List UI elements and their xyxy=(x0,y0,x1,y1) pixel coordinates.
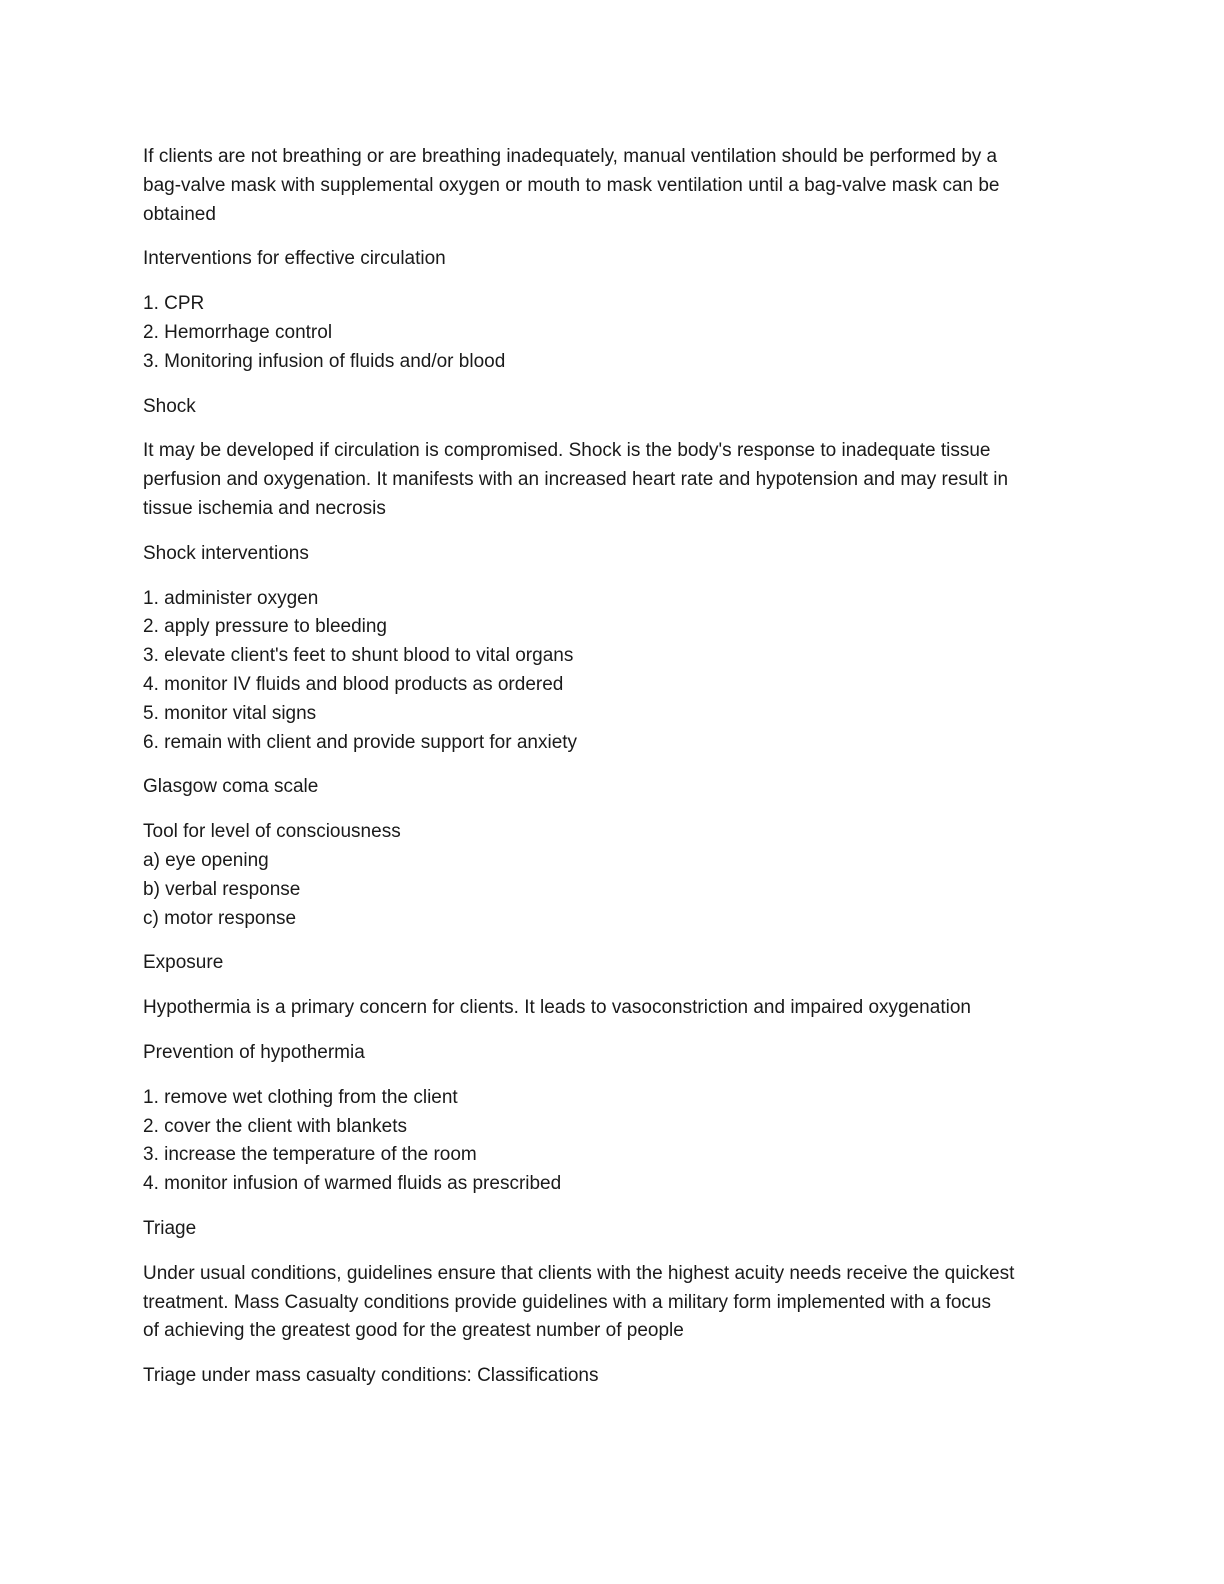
paragraph-hypothermia xyxy=(143,994,1083,1023)
text-line: bag-valve mask with supplemental oxygen or mouth to mask ventilation until a bag-valve mask can be xyxy=(143,174,1000,196)
list-item: 2. Hemorrhage control xyxy=(143,321,333,343)
heading-text: Triage under mass casualty conditions: Classifications xyxy=(143,1365,599,1387)
text-line: obtained xyxy=(143,203,216,225)
heading-text: Shock interventions xyxy=(143,542,309,564)
list-item: 1. remove wet clothing from the client xyxy=(143,1086,458,1108)
heading-prevention-hypothermia xyxy=(143,1039,1083,1068)
document-page xyxy=(143,143,1083,1407)
heading-text: Triage xyxy=(143,1217,197,1239)
heading-triage xyxy=(143,1215,1083,1244)
text-line: Under usual conditions, guidelines ensure that clients with the highest acuity needs receive the quickest xyxy=(143,1262,1015,1284)
list-item: 3. Monitoring infusion of fluids and/or blood xyxy=(143,350,506,372)
paragraph-shock xyxy=(143,437,1083,523)
paragraph-ventilation xyxy=(143,143,1083,229)
list-shock-interventions xyxy=(143,585,1083,758)
heading-glasgow-coma-scale xyxy=(143,773,1083,802)
list-item: 4. monitor infusion of warmed fluids as prescribed xyxy=(143,1173,562,1195)
list-item: 3. increase the temperature of the room xyxy=(143,1144,477,1166)
heading-exposure xyxy=(143,949,1083,978)
heading-text: Interventions for effective circulation xyxy=(143,248,446,270)
text-line: If clients are not breathing or are breathing inadequately, manual ventilation should be performed by a xyxy=(143,146,998,167)
heading-text: Shock xyxy=(143,395,196,417)
list-item: 2. cover the client with blankets xyxy=(143,1115,408,1137)
heading-text: Glasgow coma scale xyxy=(143,776,319,798)
list-glasgow-components xyxy=(143,818,1083,933)
list-prevention-hypothermia xyxy=(143,1084,1083,1199)
list-circulation-interventions xyxy=(143,290,1083,376)
list-item: a) eye opening xyxy=(143,849,269,871)
list-item: 3. elevate client's feet to shunt blood to vital organs xyxy=(143,645,574,667)
heading-text: Prevention of hypothermia xyxy=(143,1041,365,1063)
heading-text: Exposure xyxy=(143,952,224,974)
list-item: 2. apply pressure to bleeding xyxy=(143,616,387,638)
heading-shock xyxy=(143,393,1083,422)
text-line: Tool for level of consciousness xyxy=(143,821,401,843)
text-line: It may be developed if circulation is compromised. Shock is the body's response to inadequate tissue xyxy=(143,440,991,462)
list-item: 6. remain with client and provide support for anxiety xyxy=(143,731,578,753)
list-item: 4. monitor IV fluids and blood products as ordered xyxy=(143,673,564,695)
heading-circulation-interventions xyxy=(143,245,1083,274)
paragraph-triage xyxy=(143,1260,1083,1346)
heading-triage-classifications xyxy=(143,1362,1083,1391)
text-line: tissue ischemia and necrosis xyxy=(143,497,386,519)
list-item: c) motor response xyxy=(143,907,297,929)
list-item: 1. CPR xyxy=(143,293,205,315)
text-line: perfusion and oxygenation. It manifests with an increased heart rate and hypotension and may result in xyxy=(143,469,1009,491)
text-line: of achieving the greatest good for the greatest number of people xyxy=(143,1320,684,1342)
text-line: Hypothermia is a primary concern for clients. It leads to vasoconstriction and impaired oxygenation xyxy=(143,997,971,1019)
heading-shock-interventions xyxy=(143,540,1083,569)
text-line: treatment. Mass Casualty conditions provide guidelines with a military form implemented with a focus xyxy=(143,1291,991,1313)
list-item: b) verbal response xyxy=(143,878,301,900)
list-item: 1. administer oxygen xyxy=(143,587,319,609)
list-item: 5. monitor vital signs xyxy=(143,702,317,724)
